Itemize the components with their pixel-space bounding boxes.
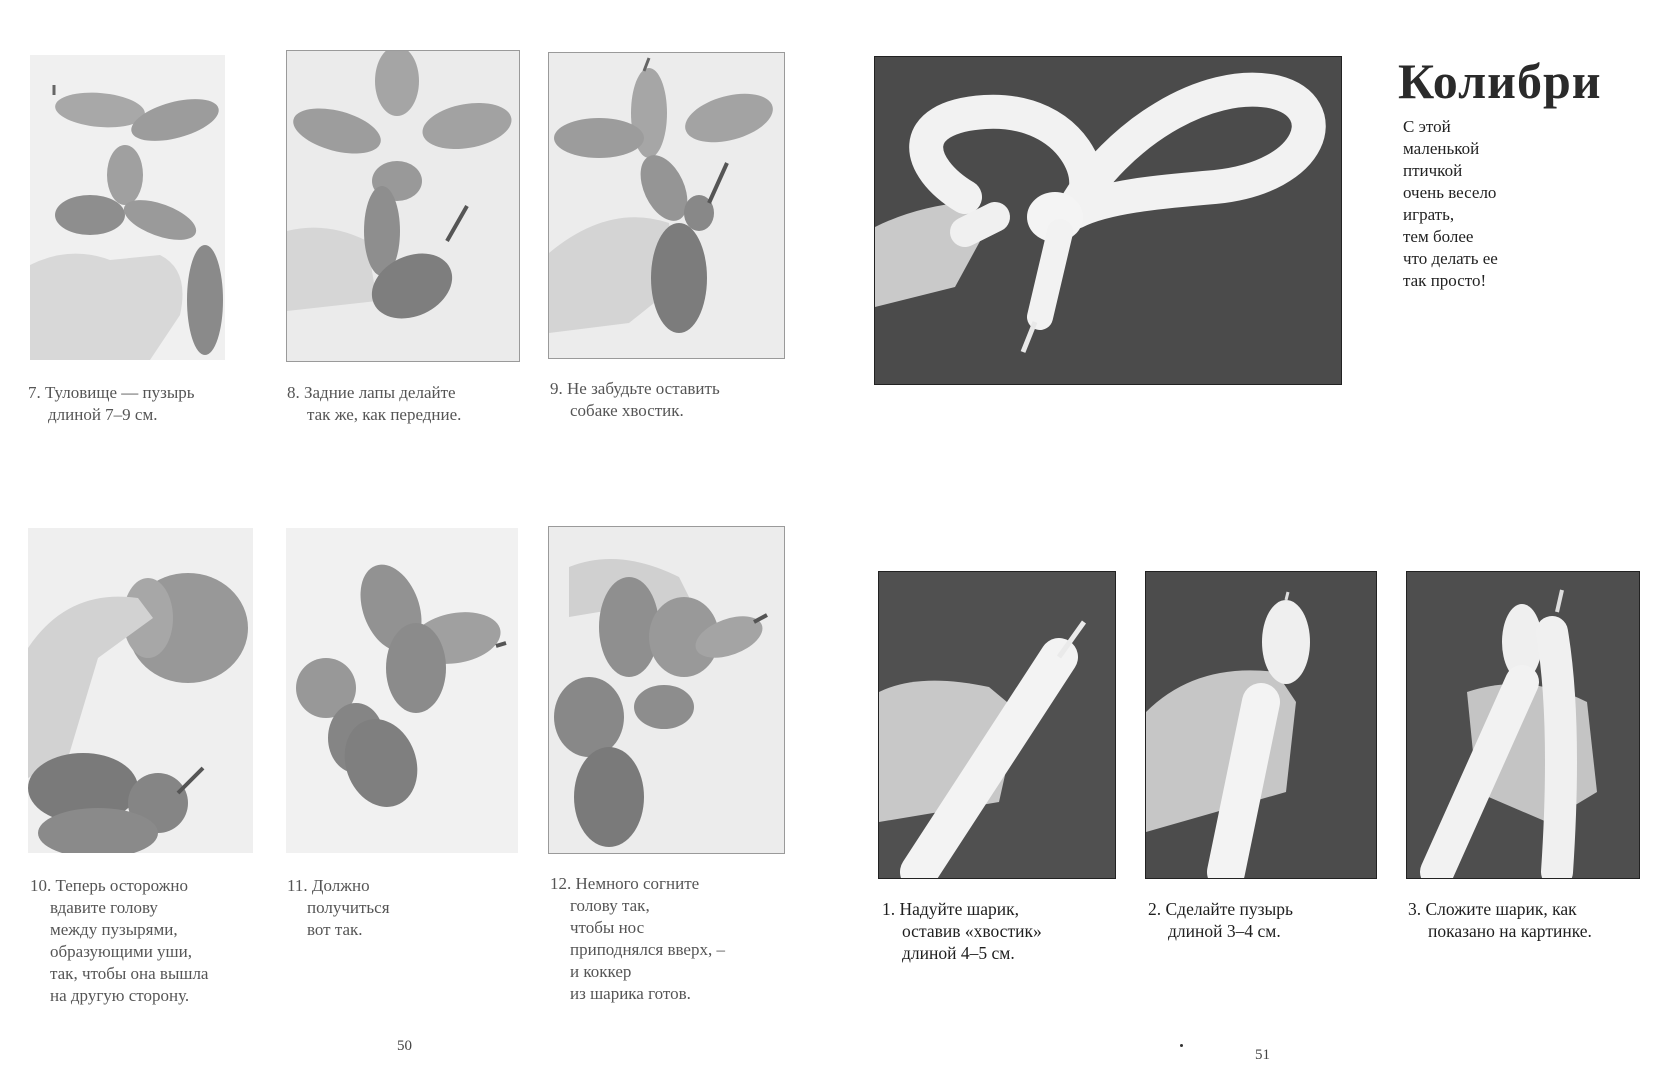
caption-line: на другую сторону. bbox=[50, 986, 190, 1005]
caption-step-12 bbox=[550, 873, 725, 1005]
photo-step-11 bbox=[286, 528, 518, 853]
caption-line: 10. Теперь осторожно bbox=[30, 876, 189, 895]
caption-line: 12. Немного согните bbox=[550, 874, 700, 893]
caption-line: и коккер bbox=[570, 962, 632, 981]
photo-hummingbird-main bbox=[874, 56, 1342, 385]
caption-step-7 bbox=[28, 382, 195, 426]
intro-line: очень весело bbox=[1403, 183, 1497, 202]
intro-line: играть, bbox=[1403, 205, 1455, 224]
intro-line: птичкой bbox=[1403, 161, 1463, 180]
photo-step-8 bbox=[286, 50, 520, 362]
balloon-hummingbird-illustration bbox=[875, 57, 1341, 384]
caption-line: вот так. bbox=[307, 920, 363, 939]
balloon-dog-legs-illustration bbox=[287, 51, 519, 361]
page-number-right: 51 bbox=[1255, 1047, 1270, 1063]
caption-line: получиться bbox=[307, 898, 390, 917]
caption-line: 9. Не забудьте оставить bbox=[550, 379, 720, 398]
intro-line: что делать ее bbox=[1403, 249, 1498, 268]
balloon-dog-body-illustration bbox=[30, 55, 225, 360]
caption-line: длиной 3–4 см. bbox=[1168, 921, 1281, 941]
balloon-dog-finished-illustration bbox=[549, 527, 784, 853]
caption-line: так же, как передние. bbox=[307, 405, 462, 424]
caption-line: 7. Туловище — пузырь bbox=[28, 383, 195, 402]
intro-line: маленькой bbox=[1403, 139, 1480, 158]
caption-step-11 bbox=[287, 875, 390, 941]
caption-line: 1. Надуйте шарик, bbox=[882, 899, 1019, 919]
caption-hummingbird-step-1 bbox=[882, 898, 1042, 964]
photo-step-12 bbox=[548, 526, 785, 854]
caption-line: образующими уши, bbox=[50, 942, 192, 961]
caption-line: вдавите голову bbox=[50, 898, 158, 917]
caption-line: между пузырями, bbox=[50, 920, 178, 939]
intro-text bbox=[1403, 116, 1498, 292]
balloon-dog-head-push-illustration bbox=[28, 528, 253, 853]
photo-step-9 bbox=[548, 52, 785, 359]
caption-step-9 bbox=[550, 378, 720, 422]
photo-step-10 bbox=[28, 528, 253, 853]
caption-hummingbird-step-2 bbox=[1148, 898, 1293, 942]
intro-line: так просто! bbox=[1403, 271, 1487, 290]
page-title: Колибри bbox=[1398, 53, 1602, 109]
page-number-left: 50 bbox=[397, 1038, 412, 1054]
caption-line: 11. Должно bbox=[287, 876, 370, 895]
caption-line: оставив «хвостик» bbox=[902, 921, 1042, 941]
intro-line: тем более bbox=[1403, 227, 1474, 246]
caption-line: собаке хвостик. bbox=[570, 401, 684, 420]
photo-step-7 bbox=[30, 55, 225, 360]
caption-line: так, чтобы она вышла bbox=[50, 964, 209, 983]
caption-line: 8. Задние лапы делайте bbox=[287, 383, 456, 402]
photo-hummingbird-step-3 bbox=[1406, 571, 1640, 879]
photo-hummingbird-step-2 bbox=[1145, 571, 1377, 879]
caption-step-8 bbox=[287, 382, 461, 426]
caption-line: показано на картинке. bbox=[1428, 921, 1592, 941]
caption-step-10 bbox=[30, 875, 208, 1007]
balloon-first-bubble-illustration bbox=[1146, 572, 1376, 878]
balloon-dog-result-illustration bbox=[286, 528, 518, 853]
caption-line: чтобы нос bbox=[570, 918, 645, 937]
caption-line: из шарика готов. bbox=[570, 984, 691, 1003]
intro-line: С этой bbox=[1403, 117, 1451, 136]
caption-line: длиной 7–9 см. bbox=[48, 405, 158, 424]
caption-line: длиной 4–5 см. bbox=[902, 943, 1015, 963]
print-speck bbox=[1180, 1044, 1183, 1047]
photo-hummingbird-step-1 bbox=[878, 571, 1116, 879]
caption-line: 3. Сложите шарик, как bbox=[1408, 899, 1577, 919]
caption-line: 2. Сделайте пузырь bbox=[1148, 899, 1294, 919]
caption-line: голову так, bbox=[570, 896, 650, 915]
caption-line: приподнялся вверх, – bbox=[570, 940, 725, 959]
balloon-dog-tail-illustration bbox=[549, 53, 784, 358]
balloon-folded-illustration bbox=[1407, 572, 1639, 878]
caption-hummingbird-step-3 bbox=[1408, 898, 1592, 942]
balloon-inflated-illustration bbox=[879, 572, 1115, 878]
